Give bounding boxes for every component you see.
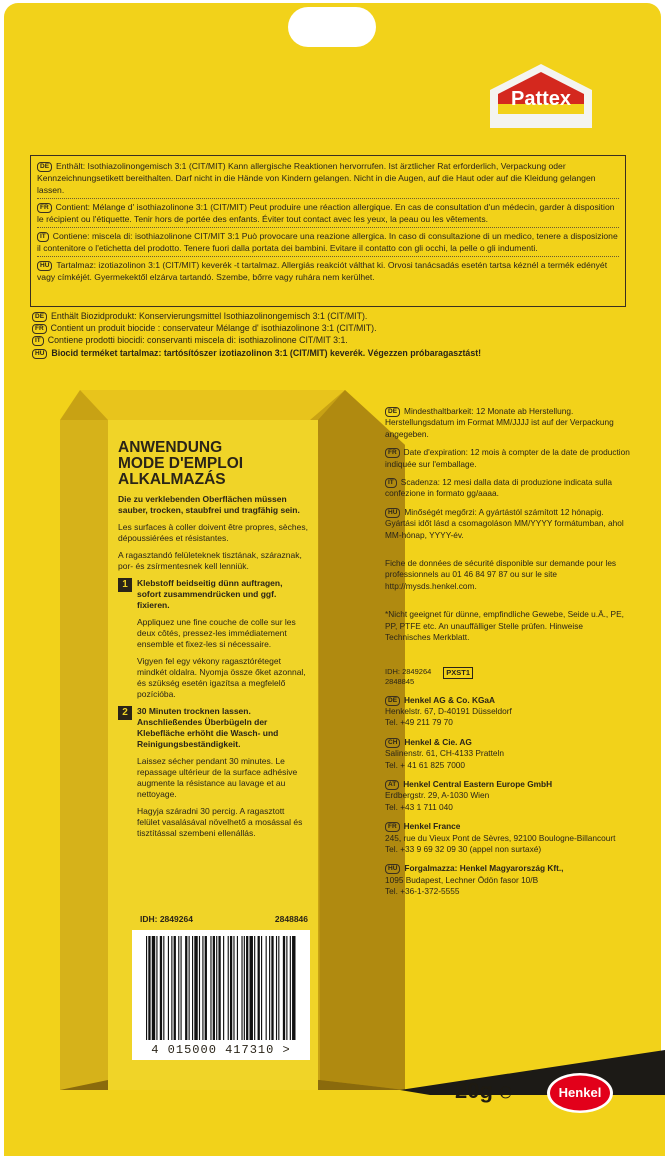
info-column (385, 406, 630, 898)
barcode (132, 930, 310, 1060)
idh-right: 2848846 (274, 914, 308, 924)
barcode-bar (156, 936, 157, 1040)
barcode-bar (276, 936, 277, 1040)
biocide-it: IT Contiene prodotti biocidi: conservanti miscela di: isothiazolinone CIT/MIT 3:1. (32, 334, 632, 346)
barcode-bar (185, 936, 187, 1040)
hang-hole (288, 7, 376, 47)
biocide-notice (32, 310, 632, 359)
barcode-bar (266, 936, 267, 1040)
heading-anwendung: ANWENDUNG (118, 439, 223, 456)
step-2-fr: Laissez sécher pendant 30 minutes. Le repassage ultérieur de la surface adhésive augmente la résistance au lavage et au nettoyage. (137, 756, 298, 799)
step-1-fr: Appliquez une fine couche de colle sur les deux côtés, pressez-les immédiatement ensemble et fixez-les si nécessaire. (137, 617, 296, 649)
pattex-logo (482, 60, 600, 132)
pxst-code: PXST1 (443, 667, 473, 679)
intro-hu: A ragasztandó felületeknek tisztának, száraznak, por- és zsírmentesnek kell lenniük. (118, 550, 302, 571)
barcode-bar (228, 936, 229, 1040)
biocide-hu: HU Biocid terméket tartalmaz: tartósítószer izotiazolinon 3:1 (CIT/MIT) keverék. Végezzen próbaragasztást! (32, 347, 632, 359)
barcode-bar (199, 936, 200, 1040)
biocide-fr: FR Contient un produit biocide : conservateur Mélange d' isothiazolinone 3:1 (CIT/MIT). (32, 322, 632, 334)
expiry-de: DE Mindesthaltbarkeit: 12 Monate ab Herstellung. Herstellungsdatum im Format MM/JJJJ ist auf der Verpackung angegeben. (385, 406, 614, 439)
address-hu: HU Forgalmazza: Henkel Magyarország Kft., 1095 Budapest, Lechner Ödön fasor 10/B Tel. +36-1-372-5555 (385, 863, 564, 897)
barcode-bar (189, 936, 190, 1040)
barcode-bar (230, 936, 232, 1040)
barcode-bar (290, 936, 291, 1040)
barcode-bar (163, 936, 164, 1040)
step-2-number: 2 (118, 706, 132, 720)
idh-row (140, 914, 308, 924)
barcode-bar (237, 936, 238, 1040)
barcode-bar (218, 936, 220, 1040)
heading-mode-demploi: MODE D'EMPLOI (118, 455, 244, 472)
barcode-bar (223, 936, 224, 1040)
barcode-bar (286, 936, 287, 1040)
barcode-bar (178, 936, 179, 1040)
barcode-bar (283, 936, 285, 1040)
step-2-hu: Hagyja száradni 30 percig. A ragasztott felület vasalásával növelhető a mosással és tisztítással szembeni ellenállás. (137, 806, 303, 838)
henkel-logo (546, 1072, 614, 1114)
step-1 (118, 578, 308, 700)
hazard-warning-box (30, 155, 626, 307)
barcode-bar (213, 936, 215, 1040)
barcode-bar (160, 936, 162, 1040)
barcode-bar (192, 936, 193, 1040)
address-fr: FR Henkel France 245, rue du Vieux Pont de Sèvres, 92100 Boulogne-Billancourt Tel. +33 9 69 32 09 30 (appel non surtaxé) (385, 821, 616, 854)
expiry-it: IT Scadenza: 12 mesi dalla data di produzione indicata sulla confezione in formato gg/aaaa. (385, 477, 613, 499)
expiry-fr: FR Date d'expiration: 12 mois à compter de la date de production indiquée sur l'emballage. (385, 447, 630, 469)
barcode-bar (271, 936, 273, 1040)
sds-note: Fiche de données de sécurité disponible sur demande pour les professionnels au 01 46 84 97 87 ou sur le site http://mysds.henkel.com. (385, 558, 617, 591)
barcode-bar (216, 936, 217, 1040)
barcode-bar (210, 936, 211, 1040)
barcode-bars (132, 930, 310, 1042)
warning-hu: HU Tartalmaz: izotiazolinon 3:1 (CIT/MIT) keverék -t tartalmaz. Allergiás reakciót válthat ki. Orvosi tanácsadás esetén tartsa kéznél a termék edényét vagy címkéjét. Gyermekektől elzárva tartandó. Szembe, bőrre vagy ruhára nem kerülhet. (37, 256, 619, 283)
step-1-number: 1 (118, 578, 132, 592)
barcode-bar (278, 936, 279, 1040)
idh-number-2: 2848845 (385, 676, 415, 686)
warning-fr: FR Contient: Mélange d' isothiazolinone 3:1 (CIT/MIT) Peut produire une réaction allergique. En cas de consultation d'un médecin, garder à disposition le récipient ou l'étiquette. Tenir hors de portée des enfants. Éviter tout contact avec les yeux, la peau ou les vêtements. (37, 198, 619, 225)
intro-de: Die zu verklebenden Oberflächen müssen sauber, trocken, staubfrei und tragfähig sein. (118, 494, 300, 515)
warning-de: DE Enthält: Isothiazolinongemisch 3:1 (CIT/MIT) Kann allergische Reaktionen hervorrufen. Ist ärztlicher Rat erforderlich, Verpackung oder Kennzeichnungsetikett bereithalten. Darf nicht in die Hände von Kindern gelangen. Nicht in die Augen, auf die Haut oder auf die Kleidung gelangen lassen. (37, 161, 596, 195)
step-1-hu: Vigyen fel egy vékony ragasztóréteget mindkét oldalra. Nyomja össze őket azonnal, és szükség esetén igazítsa a megfelelő pozícióba. (137, 656, 306, 699)
idh-box (385, 667, 630, 687)
barcode-bar (258, 936, 260, 1040)
warning-it: IT Contiene: miscela di: isothiazolinone CIT/MIT 3:1 Può provocare una reazione allergica. In caso di consultazione di un medico, tenere a disposizione il contenitore o l'etichetta del prodotto. Tenere fuori dalla portata dei bambini. Evitare il contatto con gli occhi, la pelle o gli indumenti. (37, 227, 619, 254)
henkel-logo-text: Henkel (558, 1085, 602, 1100)
expiry-hu: HU Minőségét megőrzi: A gyártástól számított 12 hónapig. Gyártási időt lásd a csomagoláson MM/YYYY formátumban, ahol MM-hónap, YYYY-év. (385, 506, 624, 540)
barcode-digits: 4 015000 417310 > (151, 1043, 291, 1057)
barcode-bar (269, 936, 270, 1040)
barcode-bar (233, 936, 234, 1040)
barcode-bar (152, 936, 155, 1040)
address-de: DE Henkel AG & Co. KGaA Henkelstr. 67, D-40191 Düsseldorf Tel. +49 211 79 70 (385, 694, 512, 728)
barcode-bar (205, 936, 207, 1040)
fabric-note: *Nicht geeignet für dünne, empfindliche Gewebe, Seide u.Ä., PE, PP, PTFE etc. An unauffälliger Stelle prüfen. Hinweise Technisches Merkblatt. (385, 609, 624, 643)
address-at: AT Henkel Central Eastern Europe GmbH Erdbergstr. 29, A-1030 Wien Tel. +43 1 711 040 (385, 778, 553, 812)
barcode-bar (244, 936, 245, 1040)
heading-alkalmazas: ALKALMAZÁS (118, 471, 226, 488)
barcode-bar (246, 936, 248, 1040)
net-weight: 20g ℮ (455, 1078, 513, 1103)
instructions (118, 440, 308, 839)
barcode-bar (194, 936, 197, 1040)
address-ch: CH Henkel & Cie. AG Salinenstr. 61, CH-4133 Pratteln Tel. + 41 61 825 7000 (385, 736, 504, 770)
step-2 (118, 706, 308, 839)
step-1-de: Klebstoff beidseitig dünn auftragen, sofort zusammendrücken und ggf. fixieren. (137, 578, 283, 610)
barcode-bar (168, 936, 169, 1040)
barcode-bar (241, 936, 242, 1040)
barcode-bar (254, 936, 255, 1040)
intro-fr: Les surfaces à coller doivent être propres, sèches, dépoussiérées et résistantes. (118, 522, 308, 543)
pattex-logo-text: Pattex (510, 88, 572, 110)
idh-left: IDH: 2849264 (140, 914, 193, 924)
barcode-bar (146, 936, 147, 1040)
barcode-bar (292, 936, 295, 1040)
barcode-bar (174, 936, 176, 1040)
step-2-de: 30 Minuten trocknen lassen. Anschließendes Überbügeln der Klebefläche erhöht die Wasch- und Reinigungsbeständigkeit. (137, 706, 279, 749)
barcode-bar (202, 936, 203, 1040)
barcode-bar (181, 936, 182, 1040)
barcode-bar (148, 936, 150, 1040)
biocide-de: DE Enthält Biozidprodukt: Konservierungsmittel Isothiazolinongemisch 3:1 (CIT/MIT). (32, 310, 632, 322)
barcode-bar (261, 936, 262, 1040)
barcode-bar (171, 936, 172, 1040)
idh-number: IDH: 2849264 (385, 666, 432, 676)
barcode-bar (250, 936, 253, 1040)
